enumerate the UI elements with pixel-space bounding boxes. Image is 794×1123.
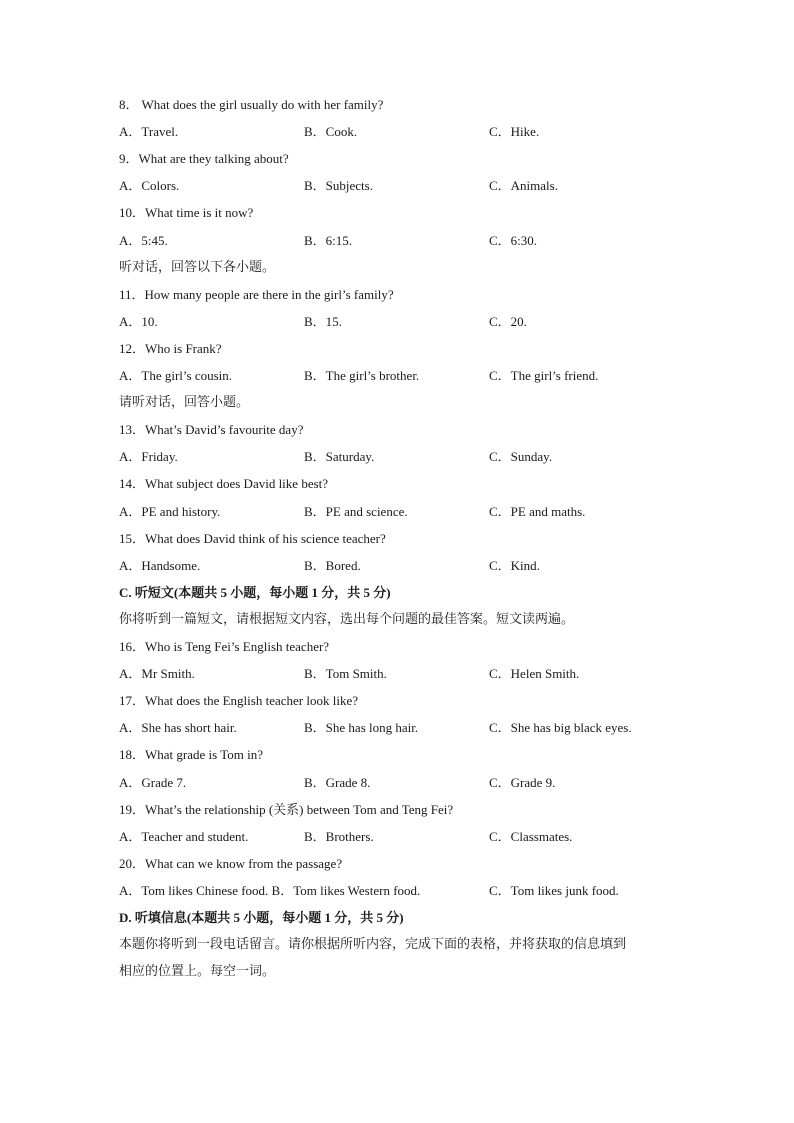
- question-text: 12．Who is Frank?: [119, 341, 222, 356]
- option-a: A．Handsome.: [119, 558, 201, 573]
- option-b: B．6:15.: [304, 233, 353, 248]
- option-a: A．Teacher and student.: [119, 829, 249, 844]
- question-text: 15．What does David think of his science teacher?: [119, 531, 386, 546]
- option-b: B．She has long hair.: [304, 720, 419, 735]
- instruction-text: 请听对话，回答小题。: [119, 395, 250, 410]
- option-a: A．The girl’s cousin.: [119, 368, 233, 383]
- instruction-text: 听对话，回答以下各小题。: [119, 260, 276, 275]
- instruction-text: 相应的位置上。每空一词。: [119, 964, 276, 979]
- option-c: C．6:30.: [489, 233, 538, 248]
- option-b: B．Cook.: [304, 124, 358, 139]
- option-c: C．20.: [489, 314, 527, 329]
- option-b: B．15.: [304, 314, 342, 329]
- question-text: 9．What are they talking about?: [119, 151, 289, 166]
- option-b: B．Tom Smith.: [304, 666, 387, 681]
- section-heading: D. 听填信息(本题共 5 小题，每小题 1 分，共 5 分): [119, 910, 404, 925]
- question-text: 10．What time is it now?: [119, 205, 254, 220]
- option-a: A．10.: [119, 314, 158, 329]
- option-c: C．Sunday.: [489, 449, 553, 464]
- question-text: 20．What can we know from the passage?: [119, 856, 343, 871]
- question-text: 16．Who is Teng Fei’s English teacher?: [119, 639, 330, 654]
- option-c: C．Classmates.: [489, 829, 573, 844]
- option-a: A．Grade 7.: [119, 775, 187, 790]
- question-text: 17．What does the English teacher look like?: [119, 693, 358, 708]
- option-a: A．She has short hair.: [119, 720, 237, 735]
- option-b: B．PE and science.: [304, 504, 408, 519]
- option-b: B．The girl’s brother.: [304, 368, 420, 383]
- option-c: C．Helen Smith.: [489, 666, 580, 681]
- question-text: 13．What’s David’s favourite day?: [119, 422, 304, 437]
- option-a: A．PE and history.: [119, 504, 221, 519]
- question-text: 19．What’s the relationship (关系) between Tom and Teng Fei?: [119, 802, 454, 817]
- option-a: A．Travel.: [119, 124, 179, 139]
- option-c: C．Grade 9.: [489, 775, 556, 790]
- question-text: 18．What grade is Tom in?: [119, 747, 263, 762]
- option-b: B．Brothers.: [304, 829, 374, 844]
- question-text: 8． What does the girl usually do with her family?: [119, 97, 384, 112]
- option-a: A．Friday.: [119, 449, 178, 464]
- instruction-text: 本题你将听到一段电话留言。请你根据所听内容，完成下面的表格，并将获取的信息填到: [119, 937, 627, 952]
- option-b: B．Grade 8.: [304, 775, 371, 790]
- option-b: B．Bored.: [304, 558, 361, 573]
- option-c: C．Animals.: [489, 178, 558, 193]
- option-a: A．Tom likes Chinese food. B．Tom likes Western food.: [119, 883, 421, 898]
- option-c: C．Tom likes junk food.: [489, 883, 619, 898]
- question-text: 11．How many people are there in the girl’s family?: [119, 287, 394, 302]
- option-c: C．She has big black eyes.: [489, 720, 632, 735]
- option-b: B．Saturday.: [304, 449, 375, 464]
- instruction-text: 你将听到一篇短文，请根据短文内容，选出每个问题的最佳答案。短文读两遍。: [119, 612, 575, 627]
- option-a: A．Colors.: [119, 178, 180, 193]
- section-heading: C. 听短文(本题共 5 小题，每小题 1 分，共 5 分): [119, 585, 391, 600]
- option-a: A．5:45.: [119, 233, 168, 248]
- option-a: A．Mr Smith.: [119, 666, 195, 681]
- option-c: C．PE and maths.: [489, 504, 586, 519]
- question-text: 14．What subject does David like best?: [119, 476, 329, 491]
- option-c: C．Hike.: [489, 124, 540, 139]
- option-c: C．Kind.: [489, 558, 540, 573]
- option-c: C．The girl’s friend.: [489, 368, 599, 383]
- option-b: B．Subjects.: [304, 178, 373, 193]
